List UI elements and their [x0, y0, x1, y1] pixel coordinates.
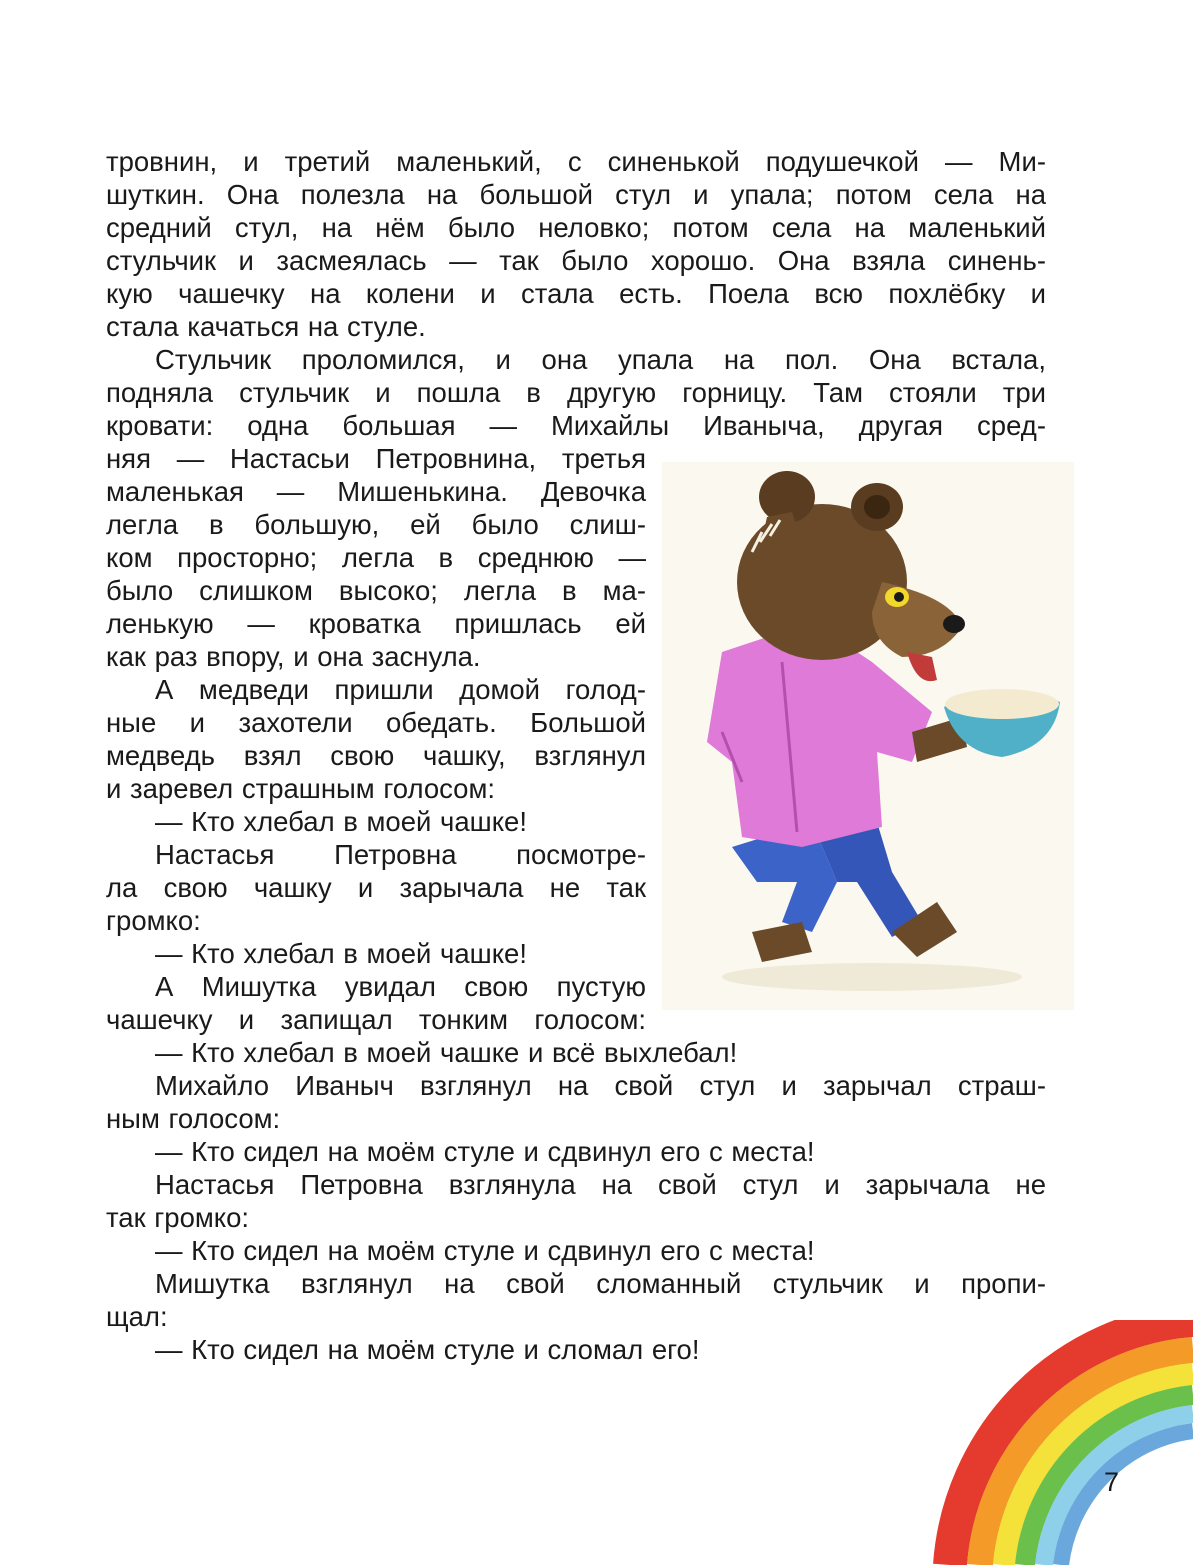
text-line: щал:: [106, 1301, 168, 1332]
text-line: чашечку и запищал тонким голосом:: [106, 1004, 646, 1035]
text-line: подняла стульчик и пошла в другую горницу. Там стояли три: [106, 377, 1046, 408]
text-line: Стульчик проломился, и она упала на пол. Она встала,: [155, 344, 1046, 375]
text-line: средний стул, на нём было неловко; потом села на маленький: [106, 212, 1046, 243]
text-line: — Кто хлебал в моей чашке!: [155, 806, 527, 837]
text-line: Мишутка взглянул на свой сломанный стульчик и пропи-: [155, 1268, 1046, 1299]
text-line: — Кто хлебал в моей чашке!: [155, 938, 527, 969]
text-line: няя — Настасьи Петровнина, третья: [106, 443, 646, 474]
text-line: стульчик и засмеялась — так было хорошо. Она взяла синень-: [106, 245, 1046, 276]
text-line: как раз впору, и она заснула.: [106, 641, 481, 672]
text-line: ные и захотели обедать. Большой: [106, 707, 646, 738]
text-line: ла свою чашку и зарычала не так: [106, 872, 646, 903]
text-line: ком просторно; легла в среднюю —: [106, 542, 646, 573]
text-line: кровати: одна большая — Михайлы Иваныча, другая сред-: [106, 410, 1046, 441]
text-line: так громко:: [106, 1202, 250, 1233]
text-line: было слишком высоко; легла в ма-: [106, 575, 646, 606]
text-line: — Кто хлебал в моей чашке и всё выхлебал!: [155, 1037, 738, 1068]
text-line: — Кто сидел на моём стуле и сдвинул его с места!: [155, 1136, 815, 1167]
page-number: 7: [1104, 1467, 1120, 1497]
text-line: легла в большую, ей было слиш-: [106, 509, 646, 540]
text-line: ленькую — кроватка пришлась ей: [106, 608, 646, 639]
text-line: тровнин, и третий маленький, с синенькой подушечкой — Ми-: [106, 146, 1046, 177]
text-line: и заревел страшным голосом:: [106, 773, 496, 804]
text-line: стала качаться на стуле.: [106, 311, 426, 342]
text-line: шуткин. Она полезла на большой стул и упала; потом села на: [106, 179, 1046, 210]
text-line: громко:: [106, 905, 201, 936]
text-line: — Кто сидел на моём стуле и сломал его!: [155, 1334, 700, 1365]
text-line: маленькая — Мишенькина. Девочка: [106, 476, 646, 507]
rainbow-decoration: [930, 1320, 1193, 1565]
bear-cub-illustration: [662, 462, 1074, 1010]
text-line: медведь взял свою чашку, взглянул: [106, 740, 646, 771]
text-line: Настасья Петровна посмотре-: [155, 839, 646, 870]
text-line: кую чашечку на колени и стала есть. Поела всю похлёбку и: [106, 278, 1046, 309]
text-line: Настасья Петровна взглянула на свой стул и зарычала не: [155, 1169, 1046, 1200]
text-line: А медведи пришли домой голод-: [155, 674, 646, 705]
text-line: — Кто сидел на моём стуле и сдвинул его с места!: [155, 1235, 815, 1266]
text-line: А Мишутка увидал свою пустую: [155, 971, 646, 1002]
text-line: ным голосом:: [106, 1103, 281, 1134]
text-line: Михайло Иваныч взглянул на свой стул и зарычал страш-: [155, 1070, 1046, 1101]
